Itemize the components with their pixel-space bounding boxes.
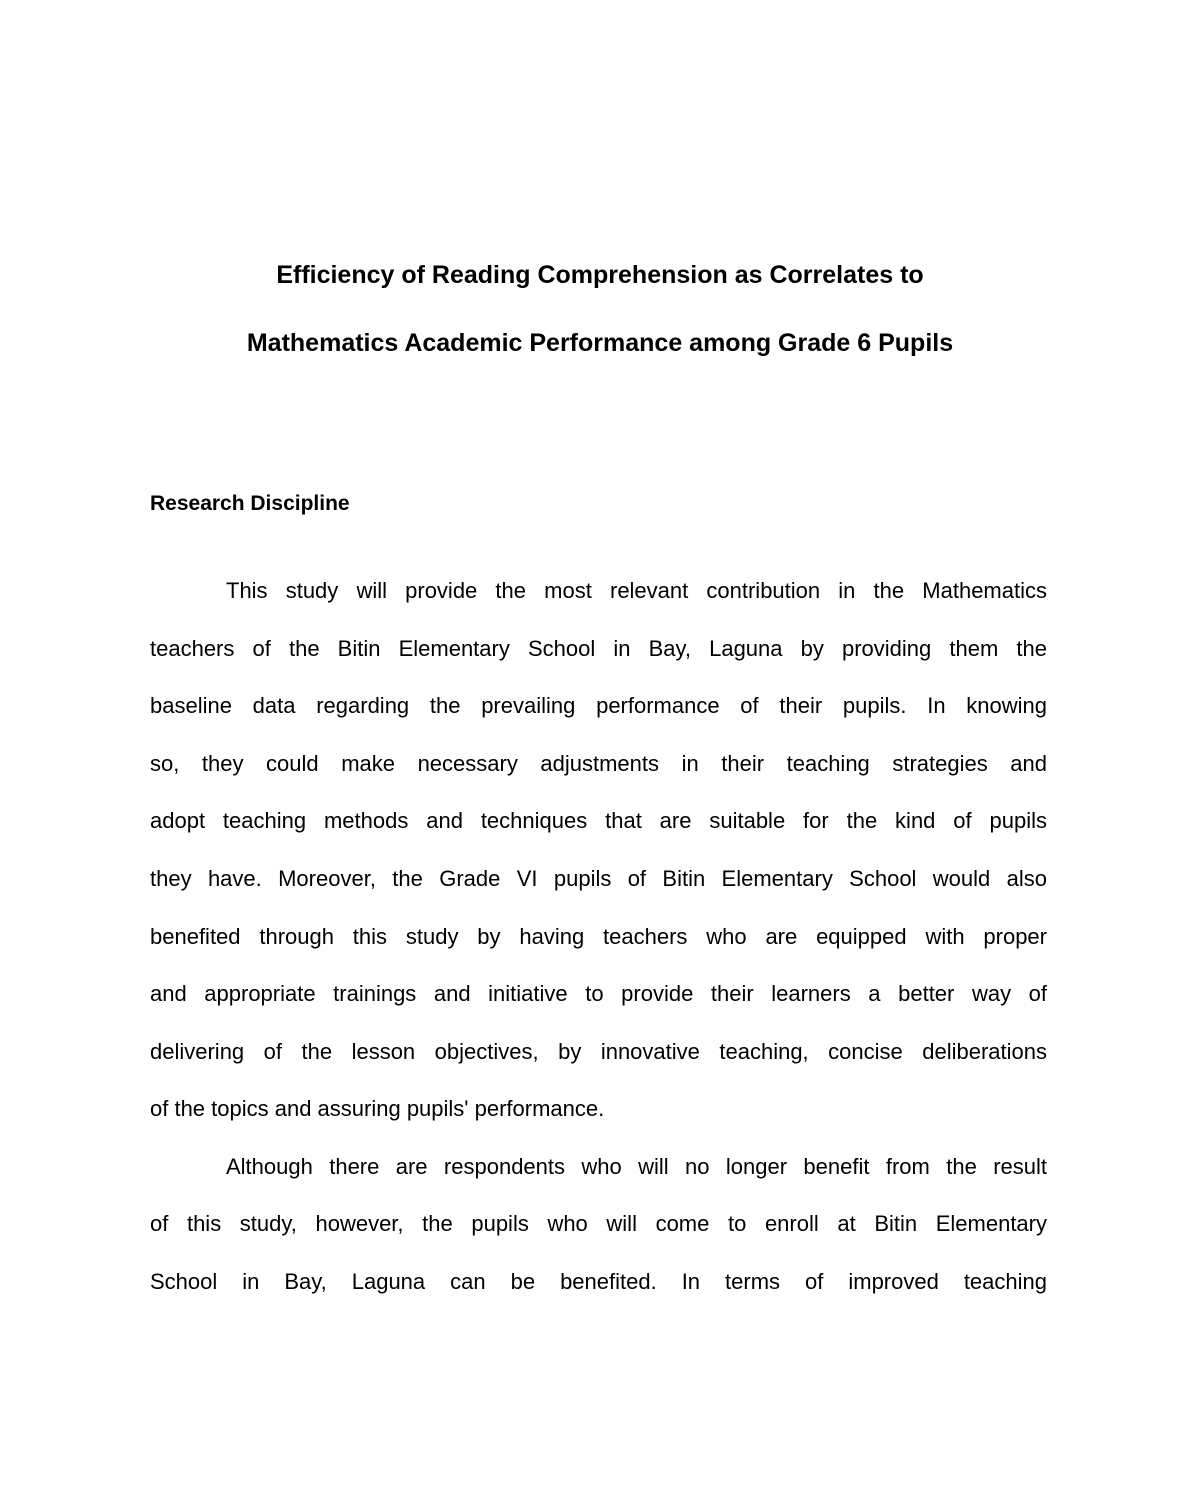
paragraph-2-line: School in Bay, Laguna can be benefited. In terms of improved teaching	[150, 1269, 1047, 1294]
paragraph-1-line: This study will provide the most relevant contribution in the Mathematics	[226, 578, 1047, 603]
document-title-line-2: Mathematics Academic Performance among Grade 6 Pupils	[246, 329, 954, 357]
paragraph-1-line: adopt teaching methods and techniques that are suitable for the kind of pupils	[150, 808, 1047, 833]
paragraph-1-line: benefited through this study by having teachers who are equipped with proper	[150, 924, 1047, 949]
paragraph-2-line: Although there are respondents who will no longer benefit from the result	[226, 1154, 1047, 1179]
paragraph-1-line: teachers of the Bitin Elementary School in Bay, Laguna by providing them the	[150, 636, 1047, 661]
paragraph-2-line: of this study, however, the pupils who will come to enroll at Bitin Elementary	[150, 1211, 1047, 1236]
paragraph-1-line: delivering of the lesson objectives, by innovative teaching, concise deliberations	[150, 1039, 1047, 1064]
paragraph-1-line: and appropriate trainings and initiative to provide their learners a better way of	[150, 981, 1047, 1006]
paragraph-1-line: of the topics and assuring pupils' performance.	[150, 1096, 605, 1121]
paragraph-1-line: so, they could make necessary adjustments in their teaching strategies and	[150, 751, 1047, 776]
section-heading: Research Discipline	[150, 492, 350, 515]
document-title-line-1: Efficiency of Reading Comprehension as Correlates to	[276, 261, 924, 289]
paragraph-1-line: they have. Moreover, the Grade VI pupils of Bitin Elementary School would also	[150, 866, 1047, 891]
paragraph-1-line: baseline data regarding the prevailing performance of their pupils. In knowing	[150, 693, 1047, 718]
